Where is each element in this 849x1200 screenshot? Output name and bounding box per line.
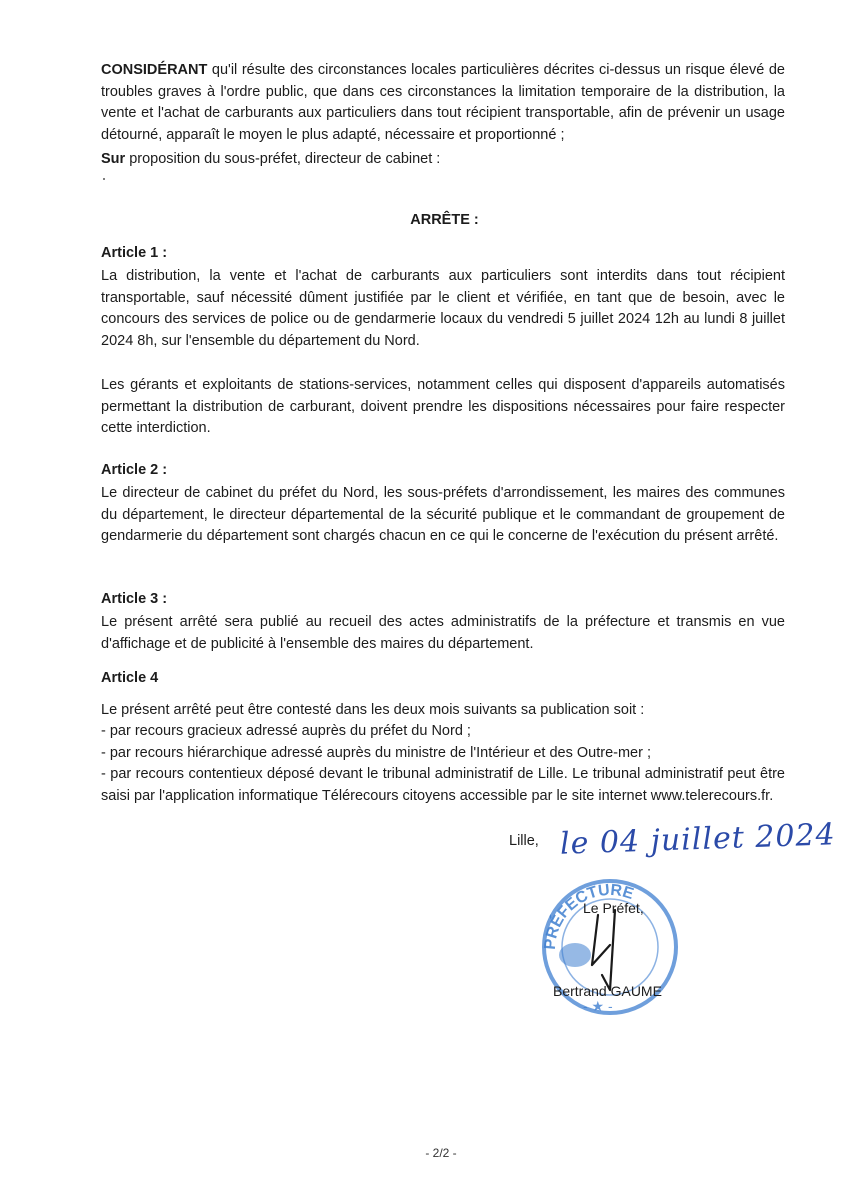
stray-mark [103, 178, 105, 180]
signature-place: Lille, [509, 833, 539, 849]
proposition-paragraph [101, 149, 785, 171]
considerant-text: qu'il résulte des circonstances locales particulières décrites ci-dessus un risque élevé de troubles graves à l'ordre public, que dans ces circonstances la limitation temporaire de la distribution, la vente et l'achat de carburants aux particuliers dans tout récipient transportable, afin de prévenir un usage détourné, apparaît le moyen le plus adapté, nécessaire et proportionné ; [101, 62, 785, 143]
article-2-paragraph: Le directeur de cabinet du préfet du Nord, les sous-préfets d'arrondissement, les maires des communes du département, le directeur départemental de la sécurité publique et le commandant de groupement de gendarmerie du département sont chargés chacun en ce qui le concerne de l'exécution du présent arrêté. [101, 485, 785, 544]
list-item: - par recours gracieux adressé auprès du préfet du Nord ; [101, 723, 471, 739]
article-1-paragraph-1: La distribution, la vente et l'achat de carburants aux particuliers sont interdits dans tout récipient transportable, sauf nécessité dûment justifiée par le client et vérifiée, en tant que de besoin, avec le concours des services de police ou de gendarmerie locaux du vendredi 5 juillet 2024 12h au lundi 8 juillet 2024 8h, sur l'ensemble du département du Nord. [101, 268, 785, 349]
arrete-title: ARRÊTE : [410, 212, 479, 228]
article-2-heading: Article 2 : [101, 462, 168, 478]
list-item: - par recours hiérarchique adressé auprès du ministre de l'Intérieur et des Outre-mer ; [101, 744, 651, 761]
page-number: - 2/2 - [425, 1146, 457, 1160]
article-1-paragraph-2: Les gérants et exploitants de stations-services, notamment celles qui disposent d'appareils automatisés permettant la distribution de carburant, doivent prendre les dispositions nécessaires pour faire respecter cette interdiction. [101, 377, 785, 436]
handwritten-date: le 04 juillet 2024 [559, 817, 837, 862]
list-item: - par recours contentieux déposé devant le tribunal administratif de Lille. Le tribunal administratif peut être saisi par l'application informatique Télérecours citoyens accessible par le site internet www.telerecours.fr. [101, 766, 785, 804]
article-4-heading: Article 4 [101, 670, 159, 686]
considerant-lead: CONSIDÉRANT [101, 62, 208, 78]
svg-text:- ★ -: - ★ - [583, 998, 613, 1014]
handwritten-signature-icon [580, 905, 640, 995]
article-1-heading: Article 1 : [101, 245, 168, 261]
signer-title: Le Préfet, [583, 900, 644, 916]
article-4-intro: Le présent arrêté peut être contesté dans les deux mois suivants sa publication soit : [101, 702, 645, 718]
article-3-heading: Article 3 : [101, 591, 168, 607]
signer-name: Bertrand GAUME [553, 983, 662, 999]
article-3-paragraph: Le présent arrêté sera publié au recueil des actes administratifs de la préfecture et transmis en vue d'affichage et de publicité à l'ensemble des maires du département. [101, 614, 785, 652]
article-4-list [101, 721, 785, 807]
svg-text:PRÉFECTURE: PRÉFECTURE [541, 881, 636, 951]
considerant-paragraph [101, 60, 785, 146]
proposition-lead: Sur [101, 151, 126, 167]
proposition-text: proposition du sous-préfet, directeur de cabinet : [125, 151, 441, 167]
